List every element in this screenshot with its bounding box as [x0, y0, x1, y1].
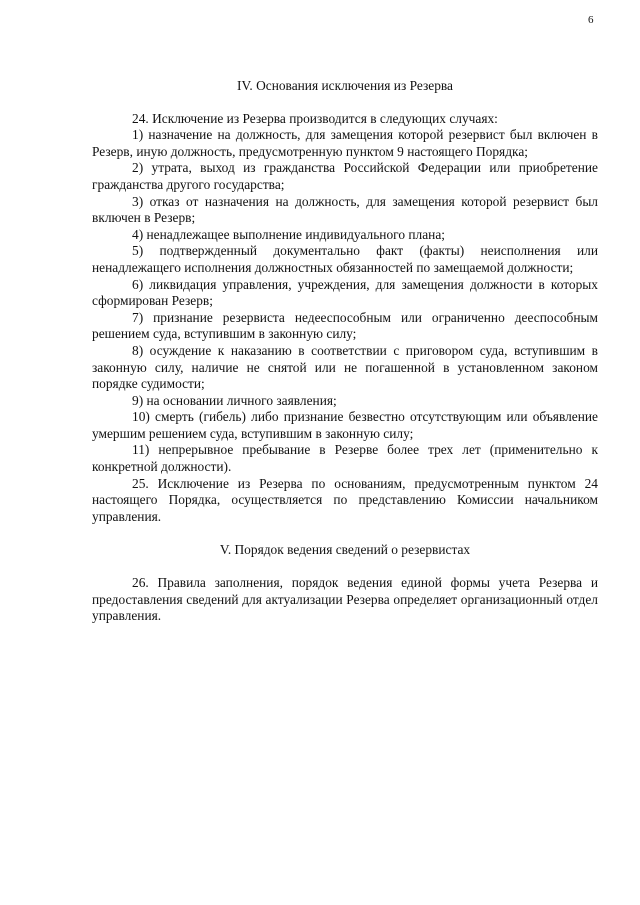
list-item-6: 6) ликвидация управления, учреждения, для замещения должности в которых сформирован Резерв; [92, 276, 598, 309]
list-item-3: 3) отказ от назначения на должность, для замещения которой резервист был включен в Резерв; [92, 193, 598, 226]
page-number: 6 [588, 14, 594, 26]
paragraph-26: 26. Правила заполнения, порядок ведения единой формы учета Резерва и предоставления сведений для актуализации Резерва определяет организационный отдел управления. [92, 575, 598, 624]
list-item-7: 7) признание резервиста недееспособным или ограниченно дееспособным решением суда, вступившим в законную силу; [92, 309, 598, 342]
list-item-2: 2) утрата, выход из гражданства Российской Федерации или приобретение гражданства другого государства; [92, 160, 598, 192]
list-item-9: 9) на основании личного заявления; [132, 392, 337, 408]
list-item-5: 5) подтвержденный документально факт (факты) неисполнения или ненадлежащего исполнения должностных обязанностей по замещаемой должности; [92, 243, 598, 275]
list-item-10: 10) смерть (гибель) либо признание безвестно отсутствующим или объявление умершим решением суда, вступившим в законную силу; [92, 409, 598, 441]
list-item-1: 1) назначение на должность, для замещения которой резервист был включен в Резерв, иную должность, предусмотренную пунктом 9 настоящего Порядка; [92, 127, 598, 159]
list-item-8: 8) осуждение к наказанию в соответствии с приговором суда, вступившим в законную силу, наличие не снятой или не погашенной в установленном законом порядке судимости; [92, 342, 598, 392]
document-body [92, 78, 598, 625]
list-item-4: 4) ненадлежащее выполнение индивидуального плана; [132, 226, 445, 242]
paragraph-24: 24. Исключение из Резерва производится в следующих случаях: [132, 110, 498, 126]
section-5-title: V. Порядок ведения сведений о резервистах [219, 542, 471, 558]
list-item-11: 11) непрерывное пребывание в Резерве более трех лет (применительно к конкретной должности). [92, 442, 598, 475]
paragraph-25: 25. Исключение из Резерва по основаниям, предусмотренным пунктом 24 настоящего Порядка, осуществляется по представлению Комиссии начальником управления. [92, 475, 598, 524]
section-4-title: IV. Основания исключения из Резерва [236, 78, 453, 93]
